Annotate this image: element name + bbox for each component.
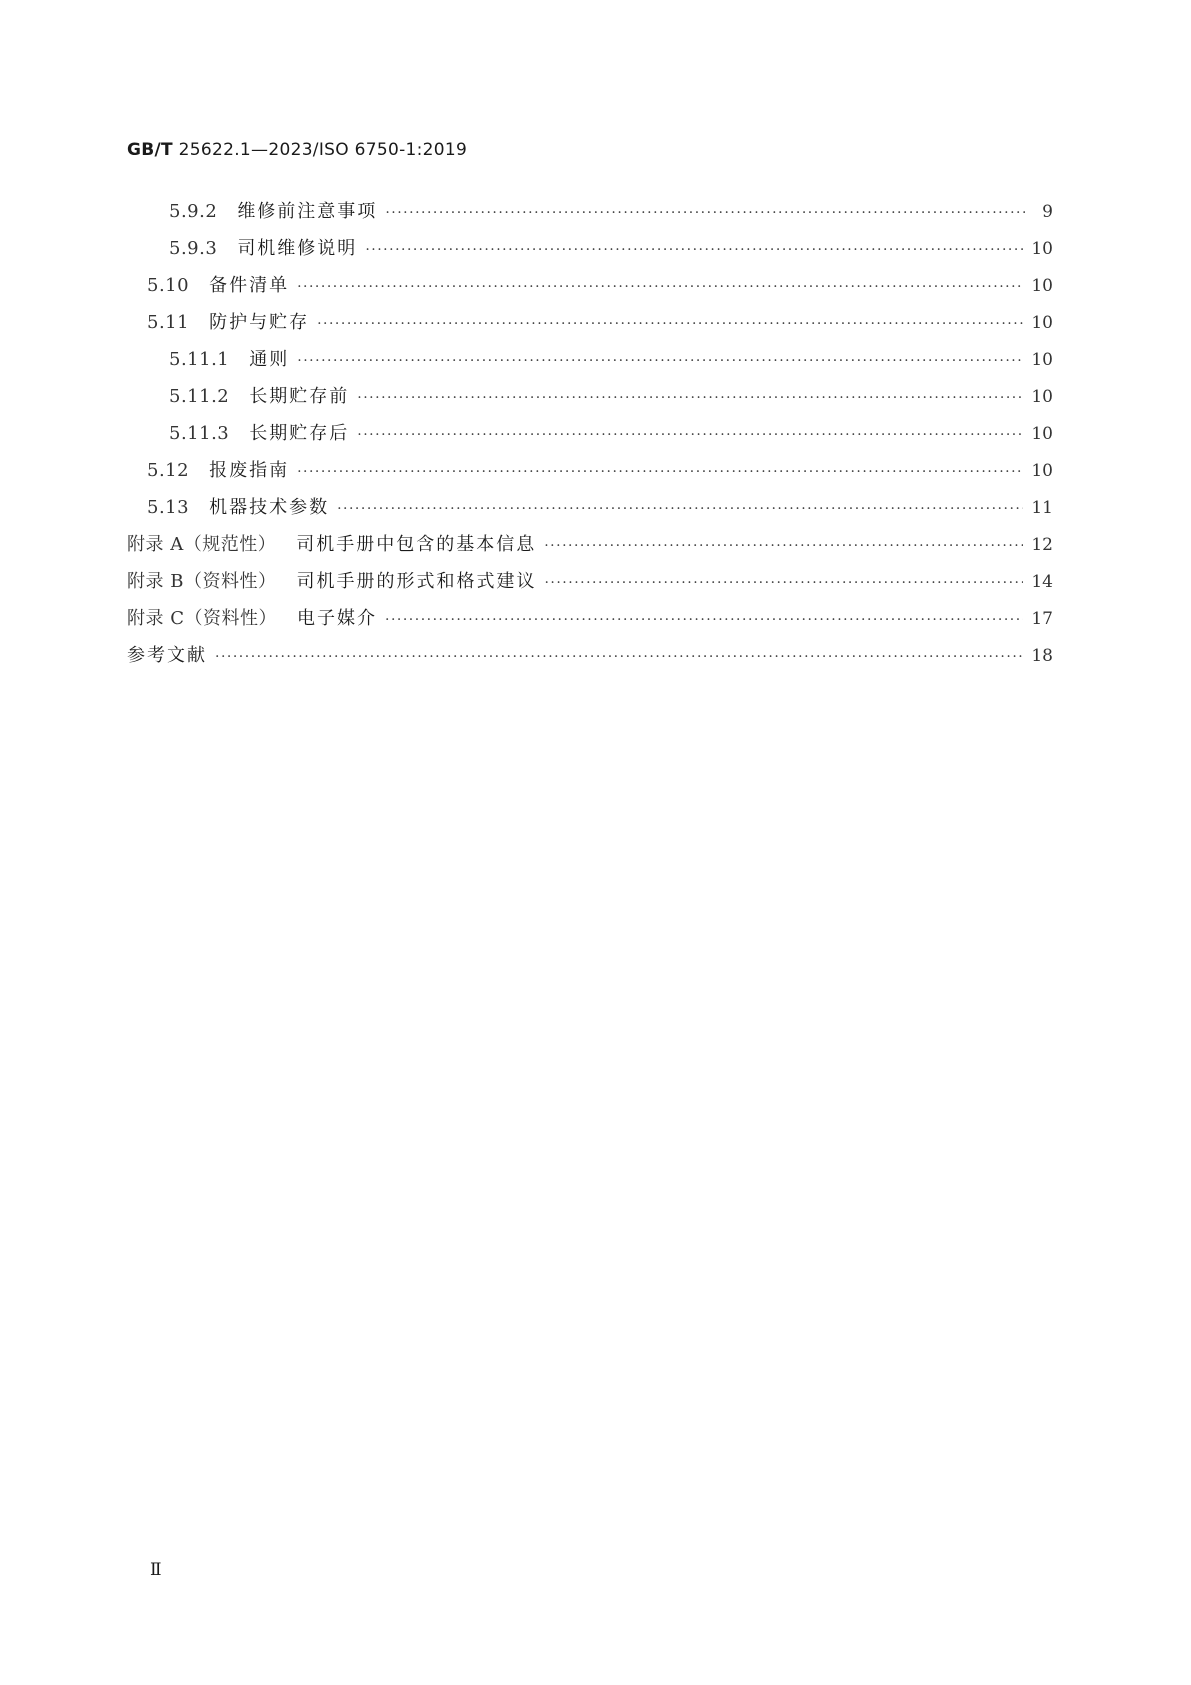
toc-entry-number: 5.11.2 bbox=[169, 386, 230, 407]
toc-leader-dots bbox=[215, 639, 1023, 676]
toc-entry-number: 5.10 bbox=[147, 275, 190, 296]
toc-leader-dots bbox=[297, 343, 1023, 380]
toc-entry-number: 5.12 bbox=[147, 460, 190, 481]
toc-entry-page: 9 bbox=[1042, 202, 1053, 222]
toc-leader-dots bbox=[544, 528, 1023, 565]
toc-entry-number: 5.11.3 bbox=[169, 423, 230, 444]
toc-entry-number: 附录 C（资料性） bbox=[127, 608, 277, 629]
toc-leader-dots bbox=[297, 454, 1023, 491]
toc-leader-dots bbox=[385, 602, 1023, 639]
toc-entry-page: 12 bbox=[1031, 535, 1053, 555]
toc-entry-page: 17 bbox=[1031, 609, 1053, 629]
toc-entry-number: 5.11.1 bbox=[169, 349, 230, 370]
toc-entry-annex-a[interactable] bbox=[127, 526, 1053, 563]
toc-entry-title: 防护与贮存 bbox=[209, 312, 310, 333]
toc-entry-title: 电子媒介 bbox=[297, 608, 377, 629]
toc-entry-title: 长期贮存后 bbox=[249, 423, 350, 444]
toc-entry[interactable] bbox=[127, 378, 1053, 415]
toc-leader-dots bbox=[357, 380, 1023, 417]
toc-entry[interactable] bbox=[127, 341, 1053, 378]
toc-entry[interactable] bbox=[127, 193, 1053, 230]
page-number: Ⅱ bbox=[150, 1560, 162, 1580]
toc-entry-number: 5.13 bbox=[147, 497, 190, 518]
toc-entry-page: 10 bbox=[1031, 350, 1053, 370]
toc-entry[interactable] bbox=[127, 304, 1053, 341]
toc-entry-title: 通则 bbox=[249, 349, 290, 370]
toc-entry[interactable] bbox=[127, 489, 1053, 526]
toc-leader-dots bbox=[357, 417, 1023, 454]
toc-entry-page: 10 bbox=[1031, 313, 1053, 333]
toc-entry-title: 长期贮存前 bbox=[249, 386, 350, 407]
toc-entry-page: 10 bbox=[1031, 239, 1053, 259]
toc-entry-number: 附录 B（资料性） bbox=[127, 571, 277, 592]
toc-entry-page: 14 bbox=[1031, 572, 1053, 592]
toc-entry-number: 5.11 bbox=[147, 312, 190, 333]
table-of-contents bbox=[127, 193, 1053, 674]
toc-entry-page: 10 bbox=[1031, 461, 1053, 481]
toc-leader-dots bbox=[317, 306, 1023, 343]
toc-entry-annex-c[interactable] bbox=[127, 600, 1053, 637]
toc-leader-dots bbox=[544, 565, 1023, 602]
standard-prefix: GB/T bbox=[127, 140, 173, 160]
toc-leader-dots bbox=[385, 195, 1025, 232]
toc-entry-number: 5.9.3 bbox=[169, 238, 218, 259]
toc-entry-page: 10 bbox=[1031, 387, 1053, 407]
toc-entry-page: 10 bbox=[1031, 276, 1053, 296]
toc-entry[interactable] bbox=[127, 415, 1053, 452]
toc-entry[interactable] bbox=[127, 230, 1053, 267]
toc-entry-page: 11 bbox=[1031, 498, 1053, 518]
toc-entry-title: 司机维修说明 bbox=[237, 238, 358, 259]
toc-entry-title: 备件清单 bbox=[209, 275, 290, 296]
toc-entry-annex-b[interactable] bbox=[127, 563, 1053, 600]
toc-leader-dots bbox=[365, 232, 1023, 269]
toc-leader-dots bbox=[297, 269, 1023, 306]
toc-entry-title: 报废指南 bbox=[209, 460, 290, 481]
toc-entry-page: 10 bbox=[1031, 424, 1053, 444]
toc-entry-title: 维修前注意事项 bbox=[237, 201, 378, 222]
standard-code: 25622.1—2023/ISO 6750-1:2019 bbox=[178, 140, 468, 160]
toc-entry[interactable] bbox=[127, 267, 1053, 304]
toc-entry-title: 司机手册的形式和格式建议 bbox=[296, 571, 537, 592]
toc-entry-title: 机器技术参数 bbox=[209, 497, 330, 518]
toc-entry[interactable] bbox=[127, 452, 1053, 489]
toc-entry-title: 参考文献 bbox=[127, 645, 207, 666]
toc-entry-bibliography[interactable] bbox=[127, 637, 1053, 674]
toc-leader-dots bbox=[337, 491, 1023, 528]
toc-entry-title: 司机手册中包含的基本信息 bbox=[296, 534, 537, 555]
toc-entry-number: 5.9.2 bbox=[169, 201, 218, 222]
document-header bbox=[127, 140, 467, 160]
toc-entry-page: 18 bbox=[1031, 646, 1053, 666]
toc-entry-number: 附录 A（规范性） bbox=[127, 534, 277, 555]
